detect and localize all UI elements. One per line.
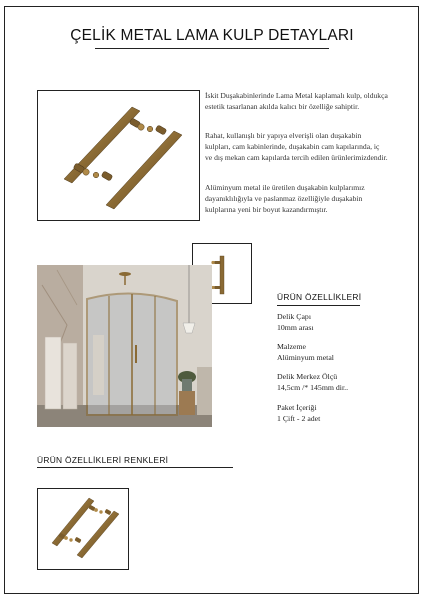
features-heading: ÜRÜN ÖZELLİKLERİ [277,292,362,302]
spec-label: Paket İçeriği [277,403,317,412]
spec-value: 1 Çift - 2 adet [277,413,321,423]
gold-handle-pair-illustration [38,489,128,569]
spec-value: Alüminyum metal [277,352,334,362]
bathroom-scene-illustration [37,265,212,427]
spec-value: 14,5cm /* 145mm dir.. [277,382,349,392]
spec-item [277,342,334,363]
spec-label: Malzeme [277,342,307,351]
page-title: ÇELİK METAL LAMA KULP DETAYLARI [70,27,354,44]
spec-value: 10mm arası [277,322,314,332]
product-image-main [37,90,200,221]
colors-heading-underline [37,467,233,468]
description-paragraph-3: Alüminyum metal ile üretilen duşakabin kulplarımız dayanıklılığıyla ve paslanmaz özelliğiyle duşakabin kulplarına yeni bir boyut kazandırmıştır. [205,183,365,214]
description-paragraph-1: İskit Duşakabinlerinde Lama Metal kaplamalı kulp, oldukça estetik tasarlanan akılda kalıcı bir özelliğe sahiptir. [205,91,388,111]
shower-cabin-photo [37,265,212,427]
color-swatch-gold-image [37,488,129,570]
title-underline [95,48,329,49]
spec-item [277,312,314,333]
door-handle-pair-illustration [38,91,199,220]
spec-label: Delik Çapı [277,312,311,321]
spec-item [277,372,348,393]
colors-heading: ÜRÜN ÖZELLİKLERİ RENKLERİ [37,455,169,465]
description-paragraph-2: Rahat, kullanışlı bir yapıya elverişli olan duşakabin kulpları, cam kabinlerinde, duşakabin cam kapılarında, iç ve dış mekan cam kapılarda tercih edilen ürünlerimizdendir. [205,131,388,162]
spec-label: Delik Merkez Ölçü [277,372,338,381]
features-heading-underline [277,305,360,306]
spec-item [277,403,320,424]
